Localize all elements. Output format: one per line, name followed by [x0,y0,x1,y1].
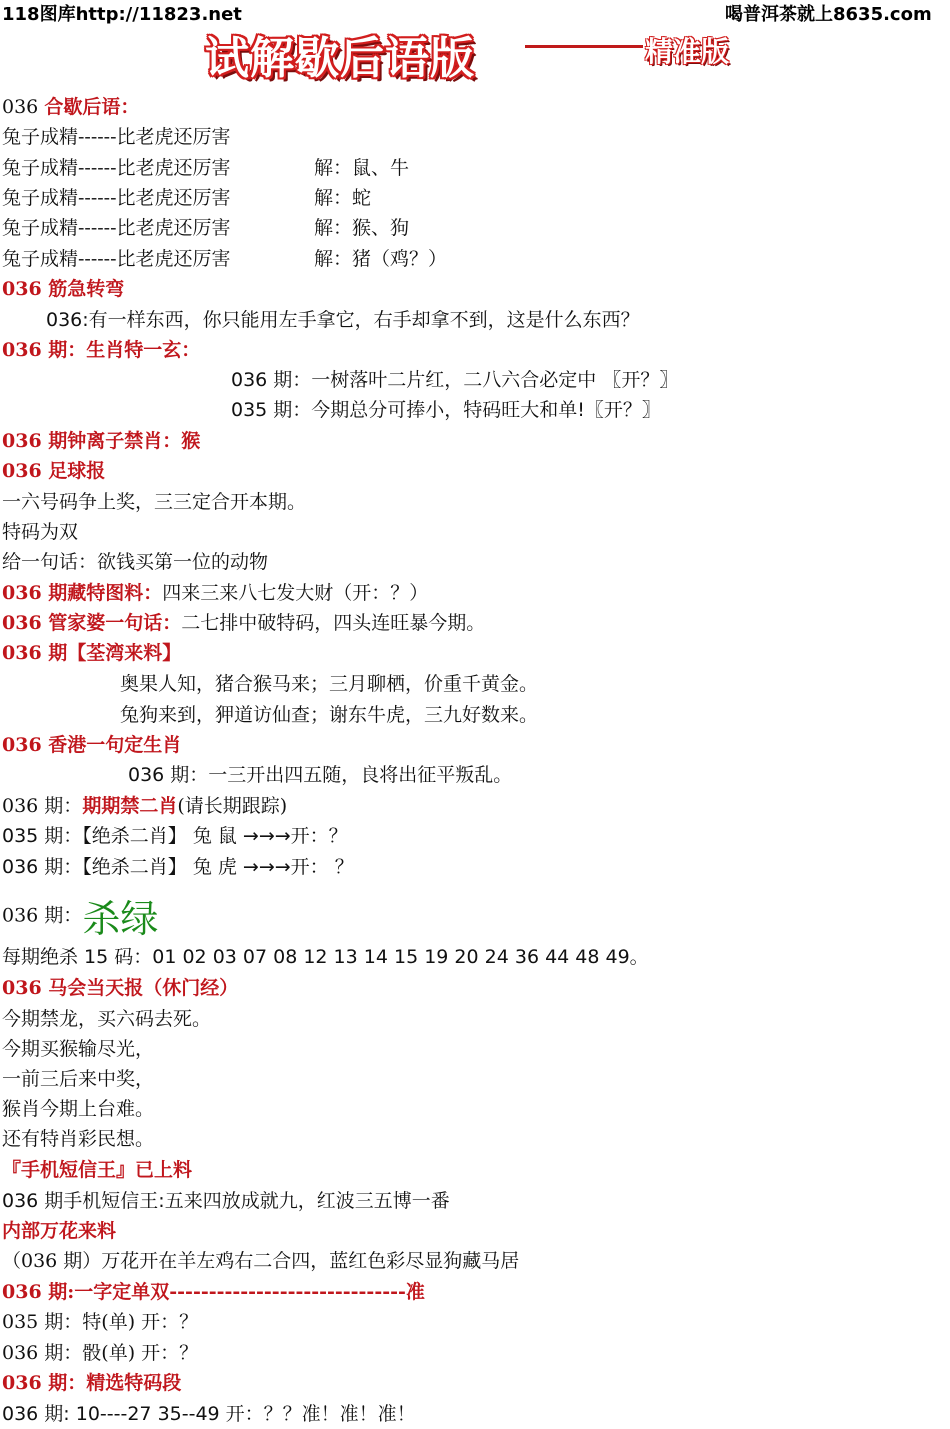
line-1-label: 合歇后语： [44,96,140,118]
line-27-label: 036 期： [2,904,83,927]
line-8: 036:有一样东西，你只能用左手拿它，右手却拿不到，这是什么东西？ [46,309,640,331]
line-32: 一前三后来中奖， [2,1068,155,1090]
line-5-answer: 解：猴、狗 [314,217,410,239]
line-23: 036 期：一三开出四五随，良将出征平叛乱。 [128,764,513,786]
line-17-text: 四来三来八七发大财（开：？） [162,582,429,604]
line-33: 猴肖今期上台难。 [2,1098,155,1120]
line-14: 一六号码争上奖，三三定合开本期。 [2,491,307,513]
line-38: （036 期）万花开在羊左鸡右二合四，蓝红色彩尽显狗藏马居 [2,1250,520,1272]
line-6-answer: 解：猪（鸡？） [314,248,448,270]
line-25: 035 期：【绝杀二肖】 兔 鼠 →→→开：？ [2,825,348,847]
line-41: 036 期：骰(单) 开：？ [2,1342,199,1364]
line-34: 还有特肖彩民想。 [2,1128,155,1150]
line-20: 奥果人知，猪合猴马来；三月聊栖，价重千黄金。 [120,673,539,695]
header-left-site: 118图库http://11823.net [2,4,242,25]
line-39: 036 期:一字定单双------------------------------准 [2,1281,425,1303]
page-title: 试解歇后语版 [205,33,475,84]
line-31: 今期买猴输尽光， [2,1038,155,1060]
line-9: 036 期：生肖特一玄： [2,339,201,361]
line-13: 036 足球报 [2,460,106,482]
line-3: 兔子成精------比老虎还厉害 [2,157,231,179]
header-right-site: 喝普洱茶就上8635.com [725,4,932,25]
line-28: 每期绝杀 15 码：01 02 03 07 08 12 13 14 15 19 20 24 36 44 48 49。 [2,946,649,968]
line-40: 035 期：特(单) 开：？ [2,1311,199,1333]
line-24-note: (请长期跟踪) [177,795,288,817]
line-10: 036 期：一树落叶二片红，二八六合必定中 〖开？〗 [231,369,679,391]
line-16: 给一句话：欲钱买第一位的动物 [2,551,269,573]
line-30: 今期禁龙，买六码去死。 [2,1008,212,1030]
line-22: 036 香港一句定生肖 [2,734,182,756]
page-subtitle: 精准版 [645,35,730,68]
line-5: 兔子成精------比老虎还厉害 [2,217,231,239]
line-27-highlight: 杀绿 [82,897,159,941]
line-18-text: 二七排中破特码，四头连旺暴今期。 [181,612,486,634]
line-43: 036 期: 10----27 35--49 开：？？准！准！准！ [2,1403,416,1425]
line-11: 035 期：今期总分可捧小，特码旺大和单!〖开？〗 [231,399,661,421]
line-19: 036 期【荃湾来料】 [2,642,182,664]
line-17 [2,582,428,604]
line-42: 036 期：精选特码段 [2,1372,182,1394]
line-24-num: 036 期： [2,795,83,817]
line-18 [2,612,485,634]
line-27 [2,888,158,943]
line-3-answer: 解：鼠、牛 [314,157,410,179]
line-29: 036 马会当天报（休门经） [2,977,239,999]
line-21: 兔狗来到，狎道访仙查；谢东牛虎，三九好数来。 [120,704,539,726]
line-7: 036 筋急转弯 [2,278,125,300]
line-24-label: 期期禁二肖 [82,795,178,817]
line-26: 036 期：【绝杀二肖】 兔 虎 →→→开： ？ [2,856,354,878]
line-17-label: 036 期藏特图料： [2,582,163,604]
line-35: 『手机短信王』已上料 [2,1159,193,1181]
title-divider [525,45,643,48]
line-4: 兔子成精------比老虎还厉害 [2,187,231,209]
line-37: 内部万花来料 [2,1220,117,1242]
line-4-answer: 解：蛇 [314,187,372,209]
line-15: 特码为双 [2,521,79,543]
line-1-num: 036 [2,96,39,118]
line-6: 兔子成精------比老虎还厉害 [2,248,231,270]
line-24 [2,795,287,817]
line-18-label: 036 管家婆一句话： [2,612,182,634]
line-1 [2,96,139,118]
line-12: 036 期钟离子禁肖：猴 [2,430,201,452]
line-36: 036 期手机短信王:五来四放成就九，红波三五博一番 [2,1190,450,1212]
line-2: 兔子成精------比老虎还厉害 [2,126,231,148]
